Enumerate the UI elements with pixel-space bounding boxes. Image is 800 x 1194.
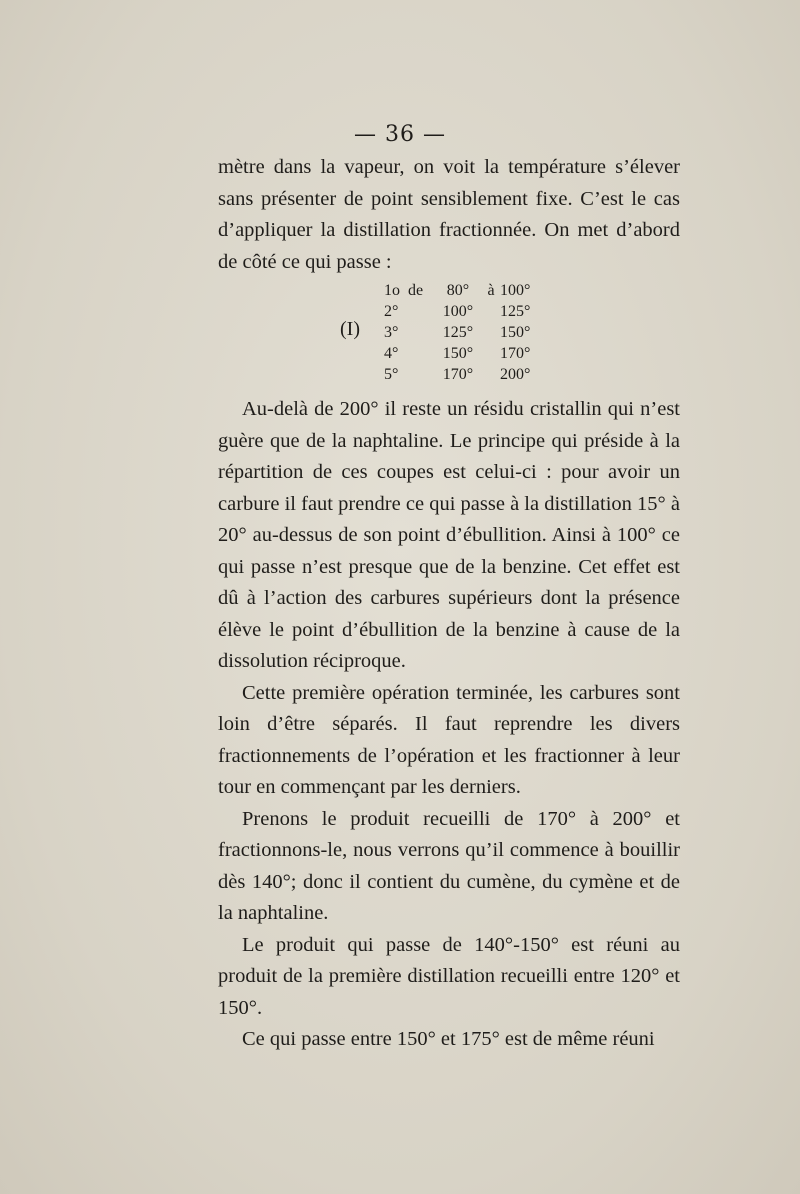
paragraph-product-150-175: Ce qui passe entre 150° et 175° est de même réuni bbox=[242, 1028, 655, 1050]
paragraph-product-170-200: Prenons le produit recueilli de 170° à 200° et fractionnons-le, nous verrons qu’il commence à bouillir dès 140°; donc il contient du cumène, du cymène et de la naphtaline. bbox=[218, 807, 680, 924]
table-row bbox=[384, 301, 550, 322]
fraction-number: 3° bbox=[384, 324, 399, 341]
fraction-a bbox=[482, 343, 500, 364]
fraction-from: 170° bbox=[442, 366, 474, 383]
fraction-de bbox=[408, 322, 434, 343]
fraction-a: à bbox=[487, 282, 495, 299]
fraction-de: de bbox=[408, 282, 424, 299]
paragraph-first-operation: Cette première opération terminée, les carbures sont loin d’être séparés. Il faut reprendre les divers fractionnements de l’opération et les fractionner à leur tour en commençant par les derniers. bbox=[218, 681, 680, 798]
fraction-number: 2° bbox=[384, 303, 399, 320]
intro-paragraph: mètre dans la vapeur, on voit la température s’élever sans présenter de point sensiblement fixe. C’est le cas d’appliquer la distillation fractionnée. On met d’abord de côté ce qui passe : bbox=[218, 156, 680, 273]
fraction-number: 4° bbox=[384, 345, 399, 362]
table-row bbox=[384, 364, 550, 385]
table-row bbox=[384, 280, 550, 301]
fraction-number: 5° bbox=[384, 366, 399, 383]
fraction-de bbox=[408, 364, 434, 385]
table-rows bbox=[384, 280, 550, 385]
fraction-a bbox=[482, 364, 500, 385]
intro-text bbox=[218, 152, 680, 278]
fraction-de bbox=[408, 343, 434, 364]
fraction-to: 100° bbox=[500, 282, 531, 299]
fraction-a bbox=[482, 301, 500, 322]
paragraph-product-140-150: Le produit qui passe de 140°-150° est réuni au produit de la première distillation recueilli entre 120° et 150°. bbox=[218, 933, 680, 1019]
page-number: — 36 — bbox=[354, 122, 446, 147]
fraction-to: 125° bbox=[500, 303, 531, 320]
fraction-number: 1o bbox=[384, 282, 400, 299]
paragraph-residue: Au-delà de 200° il reste un résidu cristallin qui n’est guère que de la naphtaline. Le principe qui préside à la répartition de ces coupes est celui-ci : pour avoir un carbure il faut prendre ce qui passe à la distillation 15° à 20° au-dessus de son point d’ébullition. Ainsi à 100° ce qui passe n’est presque que de la benzine. Cet effet est dû à l’action des carbures supérieurs dont la présence élève le point d’ébullition de la benzine à cause de la dissolution réciproque. bbox=[218, 398, 680, 672]
fraction-to: 170° bbox=[500, 345, 531, 362]
table-label: (I) bbox=[340, 318, 360, 340]
fraction-from: 150° bbox=[442, 345, 474, 362]
fraction-de bbox=[408, 301, 434, 322]
fraction-a bbox=[482, 322, 500, 343]
fraction-from: 125° bbox=[442, 324, 474, 341]
fraction-to: 200° bbox=[500, 366, 531, 383]
table-row bbox=[384, 343, 550, 364]
fraction-from: 100° bbox=[442, 303, 474, 320]
main-text bbox=[218, 394, 680, 1056]
fraction-from: 80° bbox=[446, 282, 470, 299]
table-row bbox=[384, 322, 550, 343]
fraction-to: 150° bbox=[500, 324, 531, 341]
